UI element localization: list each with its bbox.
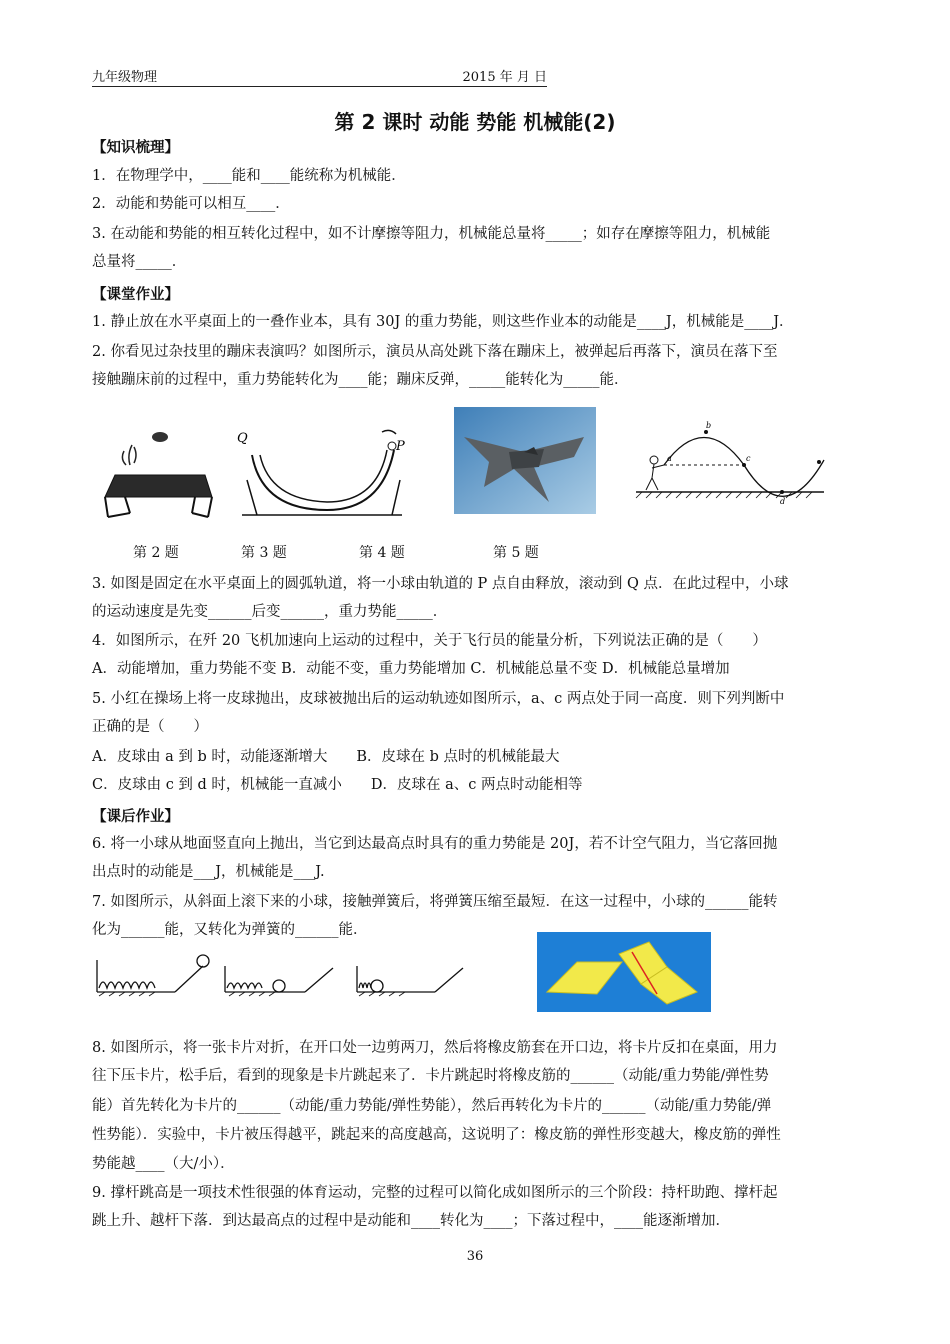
homework-q6-line2: 出点时的动能是___J，机械能是___J. — [92, 864, 325, 880]
section-homework: 【课后作业】 — [92, 809, 179, 825]
header-date: 2015 年 月 日 — [462, 70, 547, 85]
classwork-q5-line1: 5. 小红在操场上将一皮球抛出，皮球被抛出后的运动轨迹如图所示，a、c 两点处于同一高度．则下列判断中 — [92, 691, 785, 707]
homework-q9-line1: 9. 撑杆跳高是一项技术性很强的体育运动，完整的过程可以简化成如图所示的三个阶段：持杆助跑、撑杆起 — [92, 1185, 778, 1201]
classwork-q1: 1. 静止放在水平桌面上的一叠作业本，具有 30J 的重力势能，则这些作业本的动能是____J，机械能是____J． — [92, 314, 794, 330]
classwork-q3-line1: 3. 如图是固定在水平桌面上的圆弧轨道，将一小球由轨道的 P 点自由释放，滚动到 Q 点．在此过程中，小球 — [92, 576, 789, 592]
knowledge-q3-line2: 总量将_____． — [92, 254, 187, 270]
classwork-q2-line1: 2. 你看见过杂技里的蹦床表演吗？如图所示，演员从高处跳下落在蹦床上，被弹起后再落下，演员在落下至 — [92, 344, 778, 360]
classwork-q4: 4．如图所示，在歼 20 飞机加速向上运动的过程中，关于飞行员的能量分析，下列说法正确的是（ ） — [92, 633, 767, 649]
page-number: 36 — [466, 1249, 484, 1264]
classwork-q3-line2: 的运动速度是先变______后变______，重力势能_____． — [92, 604, 448, 620]
caption-q4: 第 4 题 — [359, 545, 405, 561]
classwork-q5-options-ab: A．皮球由 a 到 b 时，动能逐渐增大 B．皮球在 b 点时的机械能最大 — [92, 749, 560, 765]
page-title: 第 2 课时 动能 势能 机械能(2) — [334, 110, 616, 134]
homework-q7-line2: 化为______能，又转化为弹簧的______能． — [92, 922, 368, 938]
ball-trajectory-figure — [634, 420, 826, 510]
knowledge-q1: 1．在物理学中，____能和____能统称为机械能． — [92, 168, 406, 184]
caption-q2: 第 2 题 — [133, 545, 179, 561]
header-subject: 九年级物理 — [92, 70, 158, 85]
homework-q6-line1: 6. 将一小球从地面竖直向上抛出，当它到达最高点时具有的重力势能是 20J，若不计空气阻力，当它落回抛 — [92, 836, 778, 852]
classwork-q2-line2: 接触蹦床前的过程中，重力势能转化为____能；蹦床反弹，_____能转化为_____能． — [92, 372, 629, 388]
homework-q7-line1: 7. 如图所示，从斜面上滚下来的小球，接触弹簧后，将弹簧压缩至最短．在这一过程中，小球的______能转 — [92, 894, 778, 910]
knowledge-q2: 2．动能和势能可以相互____． — [92, 196, 290, 212]
label-a: a — [667, 454, 672, 463]
homework-q9-line2: 跳上升、越杆下落．到达最高点的过程中是动能和____转化为____；下落过程中，____能逐渐增加． — [92, 1213, 730, 1229]
spring-ramp-figure — [95, 948, 475, 1000]
label-d: d — [780, 497, 786, 506]
trampoline-figure — [100, 425, 220, 525]
homework-q8-line2: 往下压卡片，松手后，看到的现象是卡片跳起来了．卡片跳起时将橡皮筋的______（动能/重力势能/弹性势 — [92, 1068, 769, 1084]
folded-card-figure — [537, 932, 711, 1012]
classwork-q5-line2: 正确的是（ ） — [92, 719, 208, 735]
section-knowledge: 【知识梳理】 — [92, 140, 179, 156]
homework-q8-line1: 8. 如图所示，将一张卡片对折，在开口处一边剪两刀，然后将橡皮筋套在开口边，将卡片反扣在桌面，用力 — [92, 1040, 778, 1056]
homework-q8-line5: 势能越____（大/小）． — [92, 1156, 235, 1172]
label-p: P — [396, 439, 405, 454]
homework-q8-line3: 能）首先转化为卡片的______（动能/重力势能/弹性势能），然后再转化为卡片的______（动能/重力势能/弹 — [92, 1098, 772, 1114]
fighter-jet-photo — [454, 407, 596, 514]
section-classwork: 【课堂作业】 — [92, 287, 179, 303]
caption-q5: 第 5 题 — [493, 545, 539, 561]
label-c: c — [746, 454, 751, 463]
page-header — [92, 66, 547, 87]
label-q: Q — [237, 431, 248, 446]
homework-q8-line4: 性势能）．实验中，卡片被压得越平，跳起来的高度越高，这说明了：橡皮筋的弹性形变越大，橡皮筋的弹性 — [92, 1127, 781, 1143]
label-b: b — [706, 421, 712, 430]
knowledge-q3-line1: 3. 在动能和势能的相互转化过程中，如不计摩擦等阻力，机械能总量将_____；如存在摩擦等阻力，机械能 — [92, 226, 771, 242]
classwork-q4-options: A．动能增加，重力势能不变 B．动能不变，重力势能增加 C．机械能总量不变 D．机械能总量增加 — [92, 661, 730, 677]
arc-track-figure — [232, 420, 412, 525]
classwork-q5-options-cd: C．皮球由 c 到 d 时，机械能一直减小 D．皮球在 a、c 两点时动能相等 — [92, 777, 583, 793]
caption-q3: 第 3 题 — [241, 545, 287, 561]
